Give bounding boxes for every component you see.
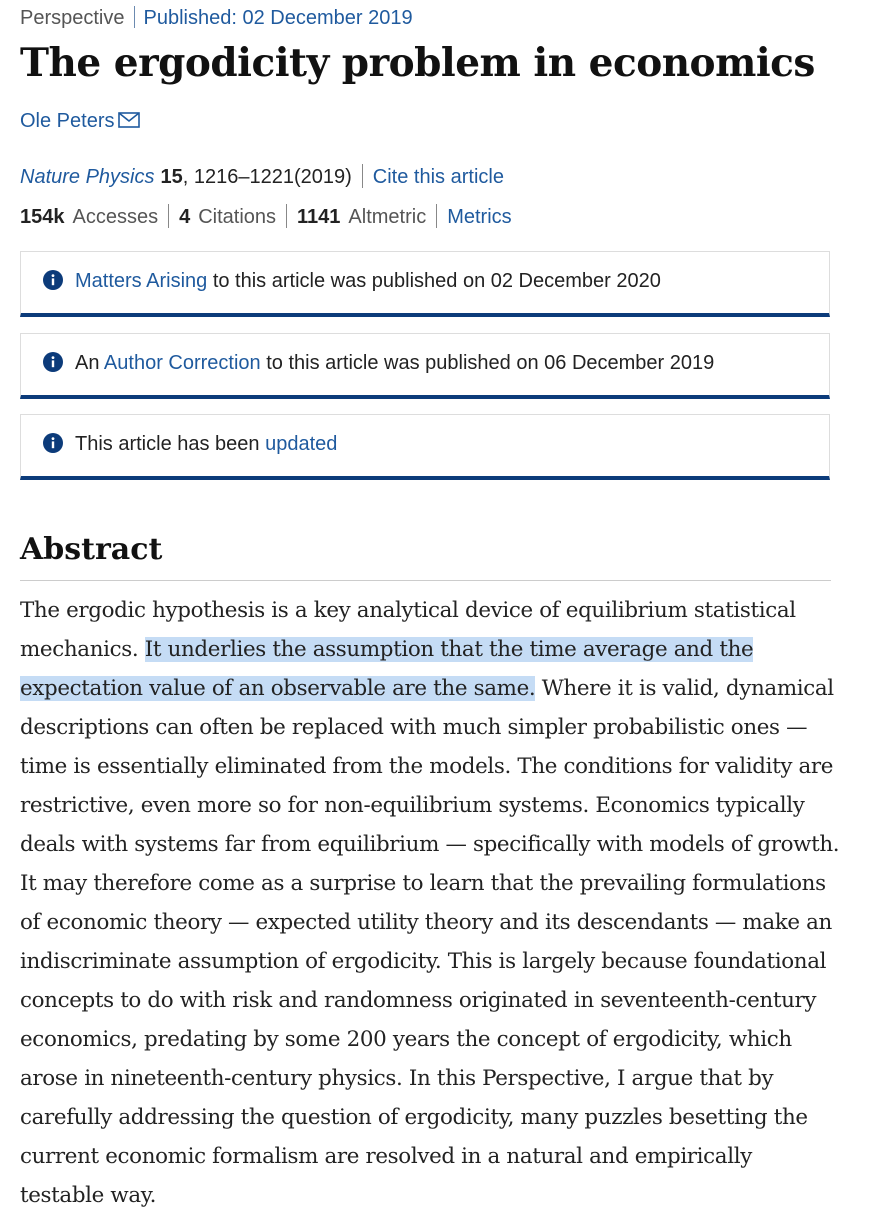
info-icon	[43, 352, 63, 372]
mail-icon[interactable]	[118, 112, 140, 128]
cite-article-link[interactable]: Cite this article	[372, 166, 504, 188]
altmetric-count: 1141	[297, 206, 341, 228]
citation-divider	[362, 164, 363, 188]
notice-text: to this article was published on 02 December 2020	[207, 270, 661, 292]
journal-volume: 15	[160, 166, 183, 188]
author-correction-link[interactable]: Author Correction	[103, 352, 261, 374]
notice-text: to this article was published on 06 December 2019	[260, 352, 715, 374]
abstract-divider	[20, 580, 831, 581]
abstract-text	[20, 591, 840, 1215]
notice-updated	[20, 414, 830, 480]
accesses-count: 154k	[20, 206, 65, 228]
accesses-label: Accesses	[72, 206, 159, 228]
info-icon	[43, 433, 63, 453]
matters-arising-link[interactable]: Matters Arising	[75, 270, 208, 292]
published-date: Published: 02 December 2019	[143, 7, 413, 29]
citation-line	[20, 164, 504, 189]
pages-year: , 1216–1221(2019)	[182, 166, 352, 188]
altmetric-label: Altmetric	[348, 206, 427, 228]
abstract-text-rest: Where it is valid, dynamical descriptions can often be replaced with much simpler probabilistic ones — time is essentially eliminated from the models. The conditions for validity are restrictive, even more so for non-equilibrium systems. Economics typically deals with systems far from equilibrium — specifically with models of growth. It may therefore come as a surprise to learn that the prevailing formulations of economic theory — expected utility theory and its descendants — make an indiscriminate assumption of ergodicity. This is largely because foundational concepts to do with risk and randomness originated in seventeenth-century economics, predating by some 200 years the concept of ergodicity, which arose in nineteenth-century physics. In this Perspective, I argue that by carefully addressing the question of ergodicity, many puzzles besetting the current economic formalism are resolved in a natural and empirically testable way.	[20, 676, 840, 1208]
notice-matters-arising	[20, 251, 830, 317]
citations-label: Citations	[198, 206, 277, 228]
selected-text-highlight[interactable]: It underlies the assumption that the time average and the expectation value of an observable are the same.	[20, 637, 754, 701]
author-list	[20, 110, 140, 133]
citations-count: 4	[179, 206, 191, 228]
metrics-divider	[168, 204, 169, 228]
metrics-divider	[436, 204, 437, 228]
abstract-heading: Abstract	[20, 532, 163, 567]
info-icon	[43, 270, 63, 290]
meta-divider	[134, 6, 135, 28]
notice-prefix: An	[75, 352, 104, 374]
article-type: Perspective	[20, 7, 125, 29]
journal-name[interactable]: Nature Physics	[20, 166, 155, 188]
notice-prefix: This article has been	[75, 433, 266, 455]
updated-link[interactable]: updated	[265, 433, 338, 455]
author-link[interactable]: Ole Peters	[20, 110, 115, 132]
abstract-text-start: The ergodic hypothesis is a key analytical device of equilibrium statistical mechanics.	[20, 598, 796, 662]
notice-author-correction	[20, 333, 830, 399]
metrics-link[interactable]: Metrics	[447, 206, 512, 228]
page-title: The ergodicity problem in economics	[20, 40, 815, 86]
metrics-divider	[286, 204, 287, 228]
article-metrics	[20, 204, 512, 229]
article-meta	[20, 6, 413, 30]
